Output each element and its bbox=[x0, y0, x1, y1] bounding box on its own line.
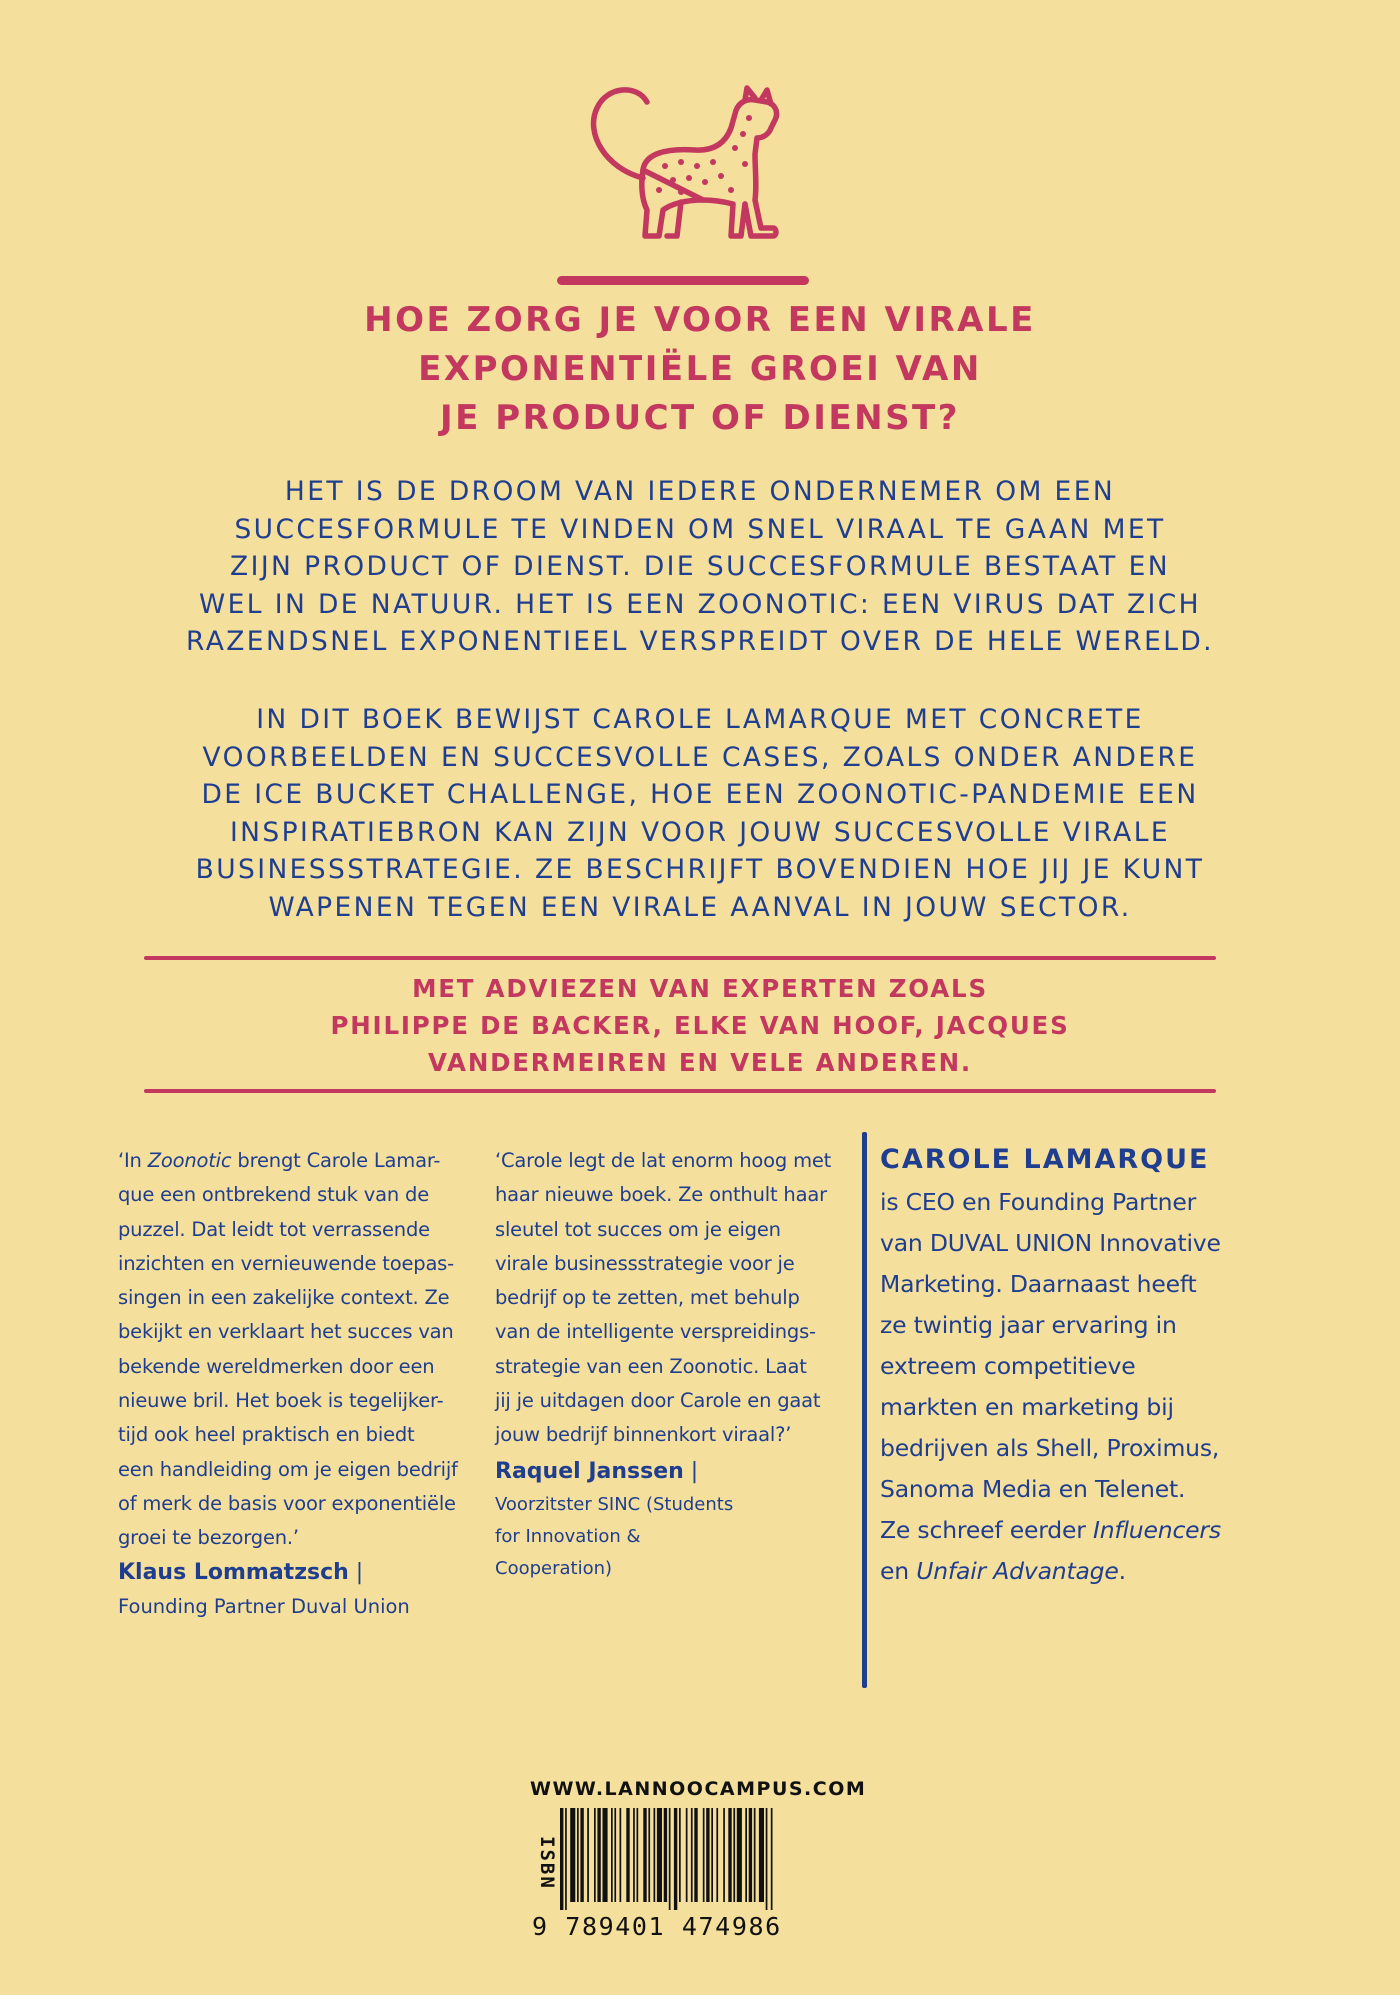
bio-text bbox=[880, 1182, 1240, 1592]
quote-line: bekende wereldmerken door een bbox=[118, 1354, 435, 1378]
quote-line: singen in een zakelijke context. Ze bbox=[118, 1286, 450, 1310]
barcode bbox=[560, 1808, 832, 1910]
barcode-bar bbox=[614, 1808, 616, 1902]
barcode-bar bbox=[733, 1808, 735, 1902]
bio-line: bedrijven als Shell, Proximus, bbox=[880, 1434, 1220, 1462]
author-name: CAROLE LAMARQUE bbox=[880, 1144, 1210, 1175]
intro-line: RAZENDSNEL EXPONENTIEEL VERSPREIDT OVER DE HELE WERELD. bbox=[185, 626, 1215, 657]
quote-column-2 bbox=[495, 1144, 840, 1585]
intro-paragraph-1 bbox=[150, 473, 1250, 661]
headline-line: HOE ZORG JE VOOR EEN VIRALE bbox=[364, 300, 1036, 340]
divider-bottom bbox=[144, 1089, 1216, 1093]
intro-line: ZIJN PRODUCT OF DIENST. DIE SUCCESFORMULE BESTAAT EN bbox=[230, 551, 1170, 582]
intro-line: VOORBEELDEN EN SUCCESVOLLE CASES, ZOALS ONDER ANDERE bbox=[202, 741, 1198, 773]
bio-line: markten en marketing bij bbox=[880, 1393, 1174, 1421]
quote-line: haar nieuwe boek. Ze onthult haar bbox=[495, 1183, 827, 1207]
barcode-bar bbox=[560, 1808, 563, 1910]
barcode-bar bbox=[703, 1808, 705, 1902]
intro-line: SUCCESFORMULE TE VINDEN OM SNEL VIRAAL TE GAAN MET bbox=[234, 513, 1166, 545]
quote-line: bekijkt en verklaart het succes van bbox=[118, 1320, 454, 1344]
isbn-label: ISBN bbox=[536, 1836, 558, 1890]
bio-line: Ze schreef eerder Influencers bbox=[880, 1516, 1221, 1544]
barcode-bar bbox=[580, 1808, 583, 1902]
barcode-bar bbox=[597, 1808, 600, 1902]
barcode-bar bbox=[626, 1808, 629, 1902]
barcode-bar bbox=[633, 1808, 635, 1902]
intro-line: BUSINESSSTRATEGIE. ZE BESCHRIJFT BOVENDIEN HOE JIJ JE KUNT bbox=[195, 854, 1205, 885]
barcode-bar bbox=[759, 1808, 764, 1902]
barcode-bar bbox=[749, 1808, 752, 1902]
barcode-bar bbox=[587, 1808, 589, 1902]
quote-line: een handleiding om je eigen bedrijf bbox=[118, 1457, 458, 1481]
headline-line: JE PRODUCT OF DIENST? bbox=[440, 398, 960, 438]
headline bbox=[200, 296, 1200, 443]
experts-line: VANDERMEIREN EN VELE ANDEREN. bbox=[427, 1048, 973, 1077]
bio-line: extreem competitieve bbox=[880, 1352, 1136, 1380]
intro-line: WEL IN DE NATUUR. HET IS EEN ZOONOTIC: EEN VIRUS DAT ZICH bbox=[199, 588, 1201, 620]
intro-line: DE ICE BUCKET CHALLENGE, HOE EEN ZOONOTIC-PANDEMIE EEN bbox=[201, 779, 1199, 810]
intro-paragraph-2 bbox=[150, 701, 1250, 926]
quote-line: ‘In Zoonotic brengt Carole Lamar- bbox=[118, 1149, 441, 1172]
quote-line: groei te bezorgen.’ bbox=[118, 1526, 299, 1550]
quote-author-role: Cooperation) bbox=[495, 1557, 613, 1579]
barcode-bar bbox=[594, 1808, 596, 1902]
quote-text bbox=[495, 1144, 840, 1453]
quote-line: inzichten en vernieuwende toepas- bbox=[118, 1251, 454, 1275]
intro-line: HET IS DE DROOM VAN IEDERE ONDERNEMER OM EEN bbox=[284, 476, 1116, 507]
bio-divider bbox=[862, 1132, 867, 1688]
barcode-bar bbox=[728, 1808, 731, 1902]
barcode-bar bbox=[737, 1808, 742, 1902]
quote-line: van de intelligente verspreidings- bbox=[495, 1320, 816, 1344]
quote-line: bedrijf op te zetten, met behulp bbox=[495, 1286, 800, 1310]
bio-line: van DUVAL UNION Innovative bbox=[880, 1229, 1221, 1257]
experts-line: MET ADVIEZEN VAN EXPERTEN ZOALS bbox=[412, 974, 988, 1003]
barcode-bar bbox=[657, 1808, 662, 1902]
quote-line: jij je uitdagen door Carole en gaat bbox=[495, 1389, 821, 1413]
experts-line: PHILIPPE DE BACKER, ELKE VAN HOOF, JACQUES bbox=[330, 1011, 1070, 1040]
barcode-bar bbox=[648, 1808, 650, 1902]
quote-line: jouw bedrijf binnenkort viraal?’ bbox=[495, 1423, 792, 1447]
barcode-bar bbox=[716, 1808, 718, 1902]
bio-line: Sanoma Media en Telenet. bbox=[880, 1475, 1186, 1503]
headline-line: EXPONENTIËLE GROEI VAN bbox=[418, 349, 982, 389]
barcode-bar bbox=[669, 1808, 671, 1910]
intro-line: INSPIRATIEBRON KAN ZIJN VOOR JOUW SUCCESVOLLE VIRALE bbox=[229, 816, 1171, 848]
quote-line: sleutel tot succes om je eigen bbox=[495, 1217, 781, 1241]
barcode-bar bbox=[611, 1808, 613, 1902]
quote-column-1 bbox=[118, 1144, 463, 1624]
quote-line: que een ontbrekend stuk van de bbox=[118, 1183, 429, 1207]
quote-text bbox=[118, 1144, 463, 1556]
barcode-bar bbox=[570, 1808, 575, 1902]
bio-line: Marketing. Daarnaast heeft bbox=[880, 1270, 1197, 1298]
bio-line: en Unfair Advantage. bbox=[880, 1557, 1126, 1585]
barcode-bar bbox=[706, 1808, 709, 1902]
barcode-bar bbox=[643, 1808, 646, 1902]
quote-line: ‘Carole legt de lat enorm hoog met bbox=[495, 1149, 832, 1172]
barcode-bar bbox=[766, 1808, 768, 1910]
quote-line: strategie van een Zoonotic. Laat bbox=[495, 1354, 807, 1378]
barcode-bar bbox=[603, 1808, 608, 1902]
experts-callout bbox=[150, 970, 1250, 1081]
barcode-bar bbox=[620, 1808, 622, 1902]
barcode-bar bbox=[723, 1808, 725, 1902]
intro-line: IN DIT BOEK BEWIJST CAROLE LAMARQUE MET CONCRETE bbox=[256, 704, 1144, 735]
barcode-bar bbox=[694, 1808, 697, 1902]
quote-line: of merk de basis voor exponentiële bbox=[118, 1491, 456, 1515]
barcode-bar bbox=[711, 1808, 713, 1902]
quote-line: nieuwe bril. Het boek is tegelijker- bbox=[118, 1389, 444, 1413]
bio-line: ze twintig jaar ervaring in bbox=[880, 1311, 1177, 1339]
logo-underline bbox=[557, 276, 809, 285]
quote-author-role: Voorzitster SINC (Students bbox=[495, 1493, 734, 1515]
barcode-bar bbox=[691, 1808, 693, 1902]
barcode-bar bbox=[745, 1808, 747, 1902]
barcode-bar bbox=[754, 1808, 756, 1902]
barcode-bar bbox=[654, 1808, 656, 1902]
isbn-number: 9 789401 474986 bbox=[532, 1912, 782, 1941]
quote-author-role: Founding Partner Duval Union bbox=[118, 1594, 410, 1618]
barcode-bar bbox=[686, 1808, 688, 1902]
publisher-url: WWW.LANNOOCAMPUS.COM bbox=[530, 1778, 867, 1800]
barcode-bar bbox=[577, 1808, 579, 1902]
quote-author-role: for Innovation & bbox=[495, 1525, 641, 1547]
author-bio bbox=[880, 1138, 1240, 1592]
quote-line: puzzel. Dat leidt tot verrassende bbox=[118, 1217, 430, 1241]
quote-author: Raquel Janssen | bbox=[495, 1458, 699, 1484]
barcode-bar bbox=[664, 1808, 667, 1902]
intro-line: WAPENEN TEGEN EEN VIRALE AANVAL IN JOUW SECTOR. bbox=[268, 891, 1132, 923]
barcode-bar bbox=[679, 1808, 681, 1902]
bio-line: is CEO en Founding Partner bbox=[880, 1188, 1197, 1216]
barcode-bar bbox=[565, 1808, 567, 1910]
quote-author: Klaus Lommatzsch | bbox=[118, 1559, 364, 1585]
barcode-bar bbox=[674, 1808, 677, 1910]
quote-line: virale businessstrategie voor je bbox=[495, 1251, 795, 1275]
barcode-bar bbox=[771, 1808, 773, 1910]
leopard-icon bbox=[585, 78, 785, 258]
divider-top bbox=[144, 956, 1216, 960]
barcode-bar bbox=[637, 1808, 639, 1902]
quote-line: tijd ook heel praktisch en biedt bbox=[118, 1423, 415, 1447]
